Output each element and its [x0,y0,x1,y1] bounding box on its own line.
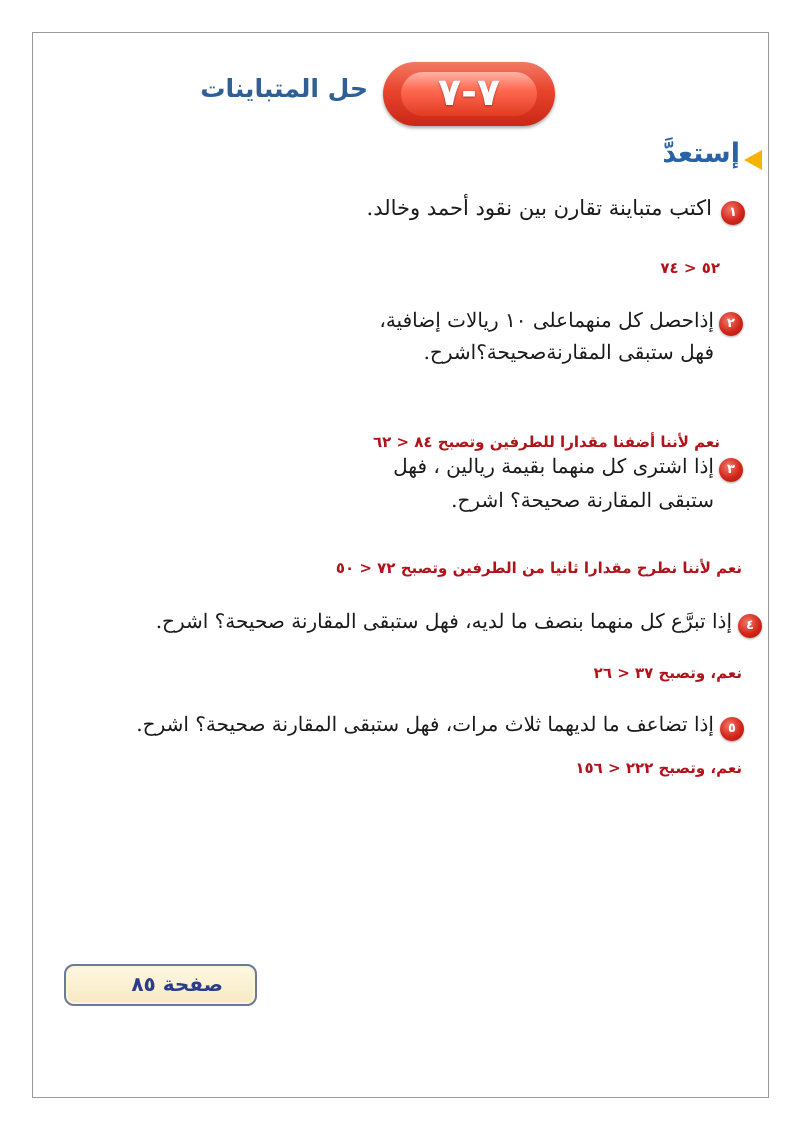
question-2-answer: نعم لأننا أضفنا مقدارا للطرفين وتصبح ٨٤ < ٦٢ [372,433,720,451]
question-3-text-line1: إذا اشترى كل منهما بقيمة ريالين ، فهل [393,454,714,478]
question-2-text-line2: فهل ستبقى المقارنةصحيحة؟اشرح. [423,340,714,364]
lesson-number-badge [383,62,555,126]
question-5-answer: نعم، وتصبح ٢٢٢ < ١٥٦ [575,759,742,777]
page-number-box [64,964,257,1006]
question-3-text-line2: ستبقى المقارنة صحيحة؟ اشرح. [451,488,714,512]
page-number: صفحة ٨٥ [131,972,223,996]
lesson-title: حل المتباينات [200,74,368,103]
question-2-text-line1: إذاحصل كل منهماعلى ١٠ ريالات إضافية، [379,308,714,332]
question-4-answer: نعم، وتصبح ٣٧ < ٢٦ [593,664,742,682]
question-5-text: إذا تضاعف ما لديهما ثلاث مرات، فهل ستبقى المقارنة صحيحة؟ اشرح. [136,712,714,736]
question-1-text: اكتب متباينة تقارن بين نقود أحمد وخالد. [366,196,712,220]
question-1-marker: ١ [721,201,745,225]
question-4-text: إذا تبرَّع كل منهما بنصف ما لديه، فهل ستبقى المقارنة صحيحة؟ اشرح. [155,609,732,633]
question-2-marker: ٢ [719,312,743,336]
lesson-number: ٧-٧ [437,70,501,114]
explore-arrow-icon [744,150,762,170]
question-3-answer: نعم لأننا نطرح مقدارا ثانيا من الطرفين وتصبح ٧٢ < ٥٠ [335,559,742,577]
explore-title: إستعدَّ [662,138,740,169]
question-4-marker: ٤ [738,614,762,638]
question-1-answer: ٥٢ < ٧٤ [660,259,720,277]
question-5-marker: ٥ [720,717,744,741]
question-3-marker: ٣ [719,458,743,482]
